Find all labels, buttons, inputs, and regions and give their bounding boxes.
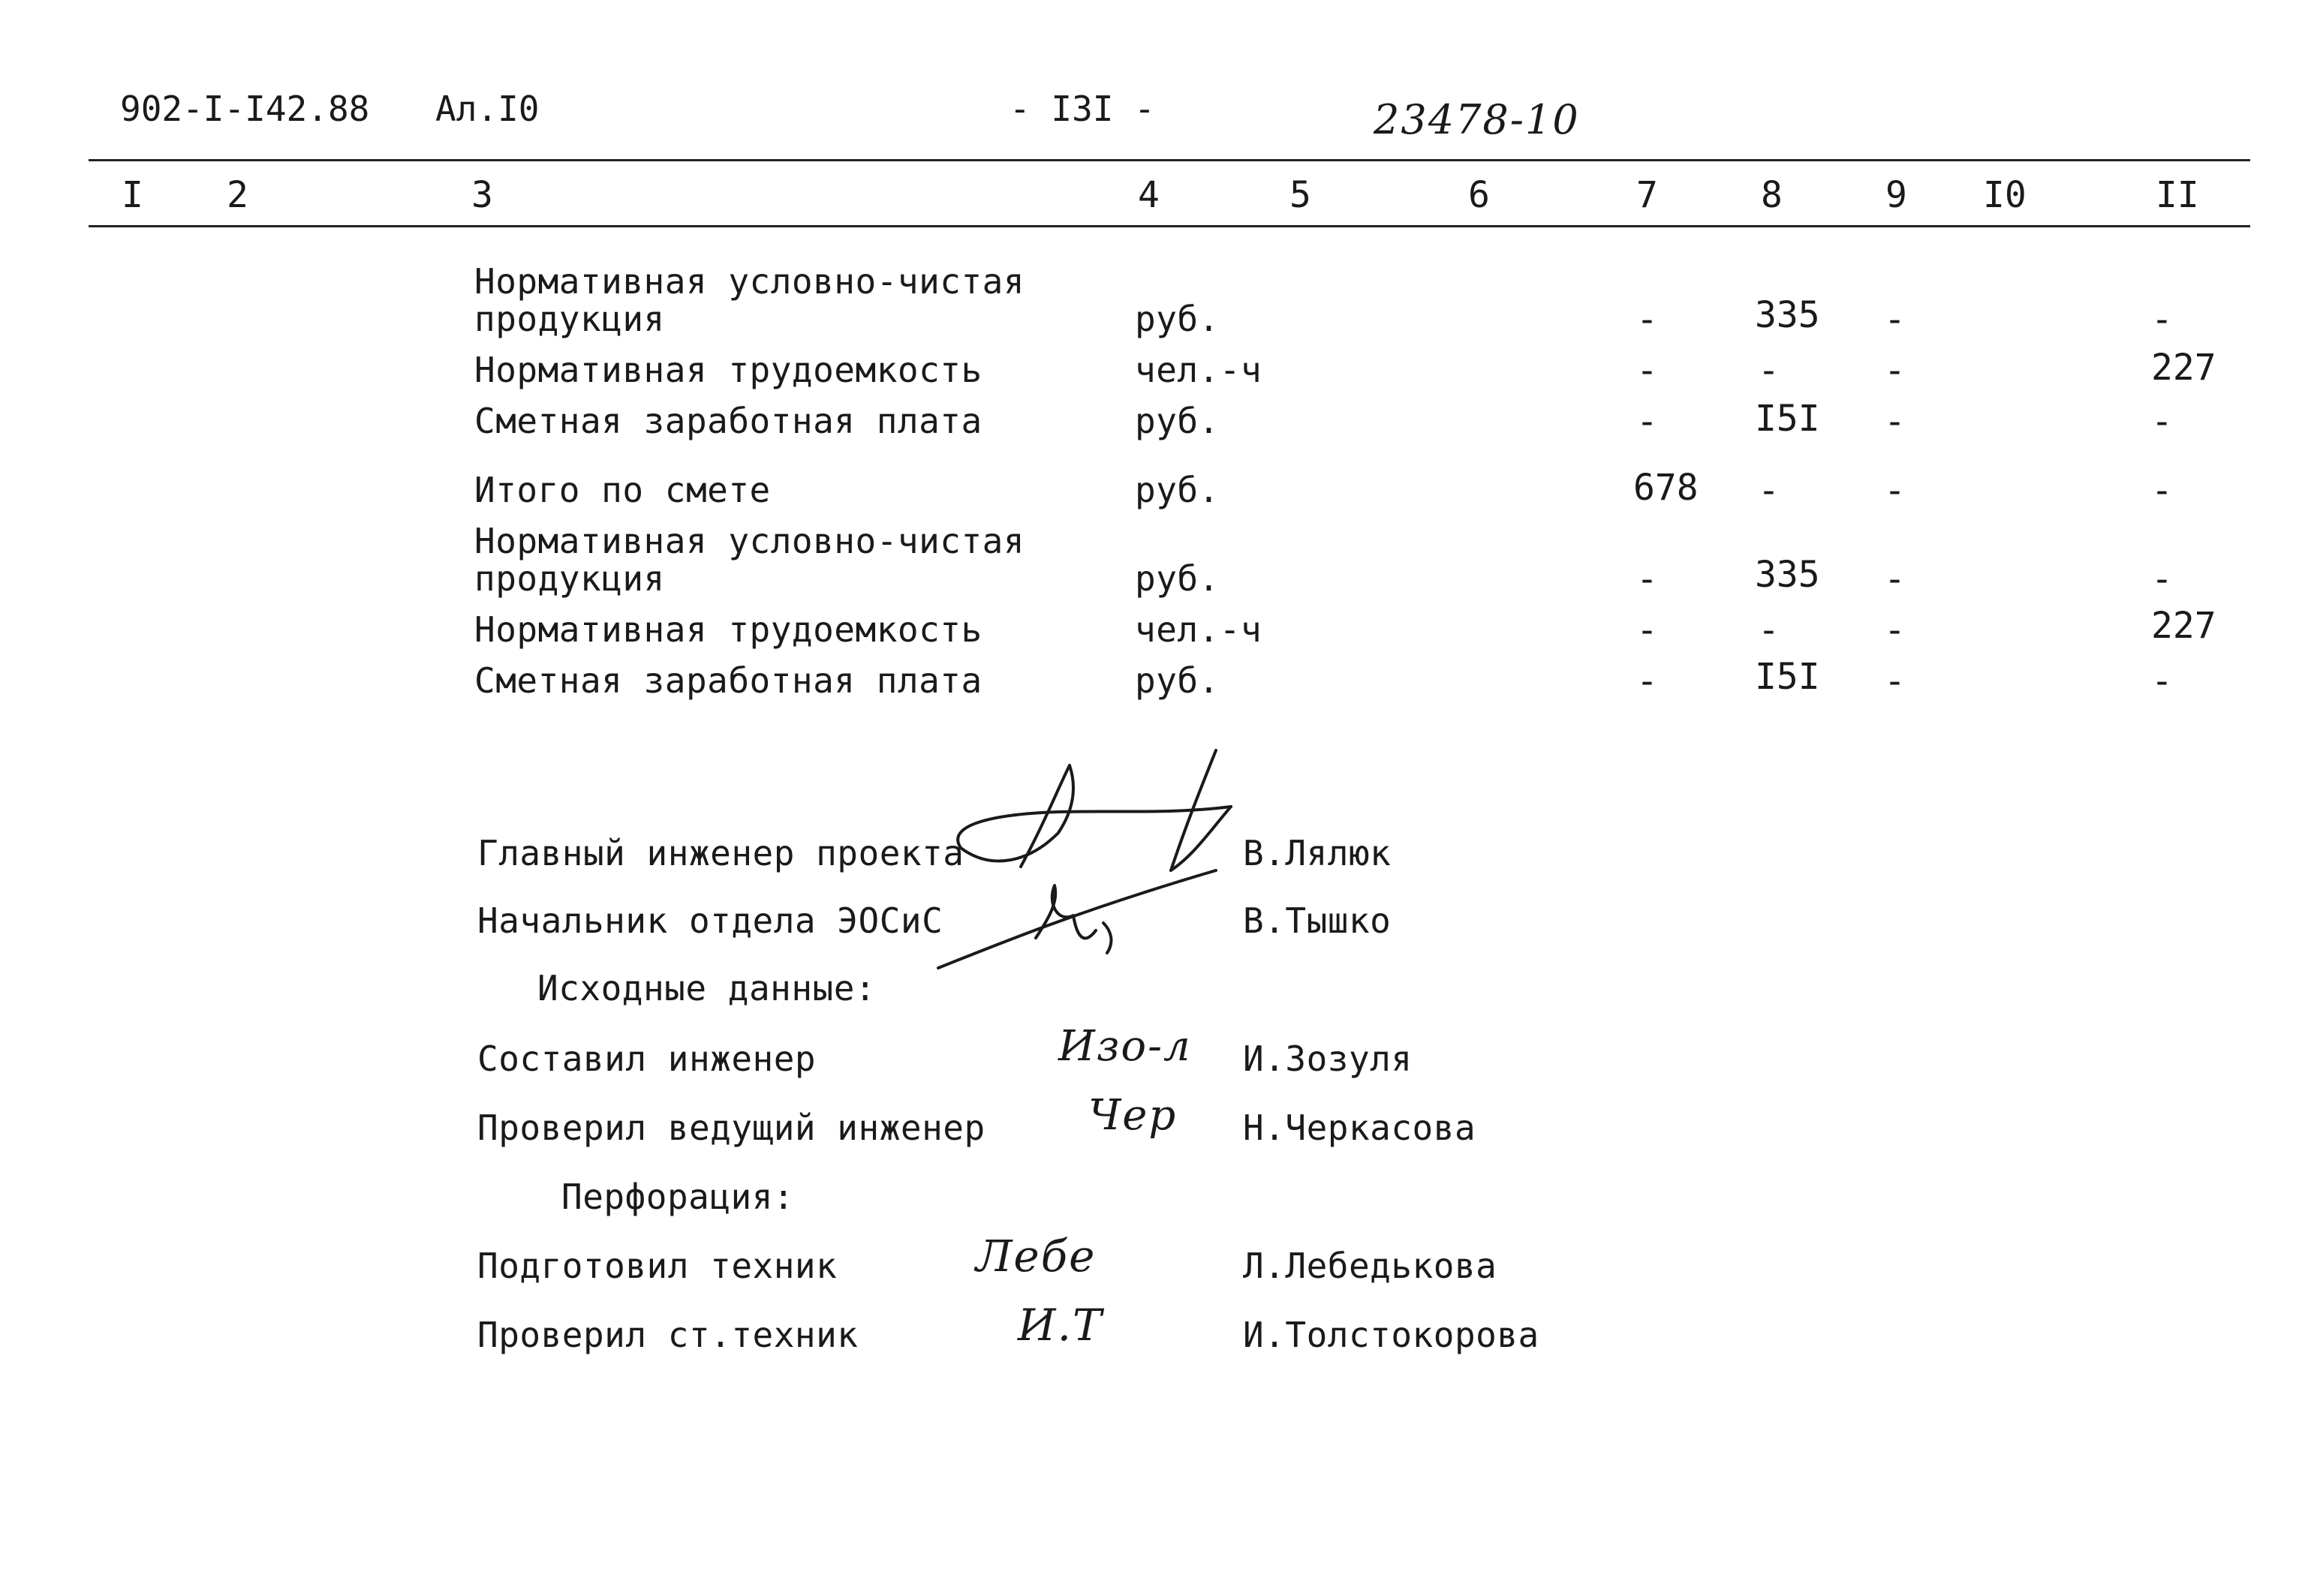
prepared-signature: Лебе [976,1231,1097,1282]
row-col9: - [1884,299,1906,341]
header-rule [89,225,2250,227]
row-unit: руб. [1135,470,1220,510]
head-name: В.Тышко [1243,900,1392,941]
row-name: Итого по смете [474,470,771,510]
row-col7: - [1636,299,1658,341]
row-col8: - [1758,609,1780,651]
row-col9: - [1884,609,1906,651]
row-col11: - [2151,558,2173,600]
compiled-name: И.Зозуля [1243,1038,1413,1079]
handwritten-doc-number: 23478-10 [1374,96,1580,143]
row-col9: - [1884,350,1906,392]
row-col11: - [2151,299,2173,341]
row-name: Нормативная условно-чистая [474,521,1025,561]
checked-senior-title: Проверил ст.техник [477,1315,859,1355]
checked-senior-signature: И.Т [1018,1300,1103,1351]
row-col8: I5I [1755,398,1820,440]
top-rule [89,159,2250,161]
prepared-title: Подготовил техник [477,1246,838,1286]
column-number: 4 [1138,174,1160,216]
page-number: - I3I - [1010,89,1155,129]
row-col8: I5I [1755,656,1820,698]
row-col11: 227 [2151,605,2216,647]
row-name: продукция [474,558,665,599]
row-unit: чел.-ч [1135,350,1262,390]
perforation-heading: Перфорация: [561,1177,795,1217]
compiled-title: Составил инженер [477,1038,817,1079]
row-col11: - [2151,470,2173,512]
chief-name: В.Лялюк [1243,833,1392,873]
row-col8: 335 [1755,294,1820,336]
row-name: Сметная заработная плата [474,660,982,701]
row-col7: - [1636,350,1658,392]
row-col9: - [1884,558,1906,600]
row-name: Нормативная условно-чистая [474,261,1025,302]
checked-lead-title: Проверил ведущий инженер [477,1108,985,1148]
row-col8: - [1758,350,1780,392]
row-unit: руб. [1135,299,1220,339]
checked-senior-name: И.Толстокорова [1243,1315,1539,1355]
checked-lead-signature: Чер [1088,1091,1178,1140]
row-col7: 678 [1633,467,1699,509]
column-number: 9 [1885,174,1907,216]
row-unit: чел.-ч [1135,609,1262,650]
column-number: 3 [471,174,493,216]
head-title: Начальник отдела ЭОСиС [477,900,943,941]
row-unit: руб. [1135,558,1220,599]
row-col11: - [2151,401,2173,443]
row-col9: - [1884,470,1906,512]
row-name: Нормативная трудоемкость [474,350,982,390]
row-col11: - [2151,660,2173,702]
row-name: Сметная заработная плата [474,401,982,441]
head-signature [923,870,1223,990]
chief-title: Главный инженер проекта [477,833,964,873]
column-number: 6 [1468,174,1490,216]
row-name: продукция [474,299,665,339]
row-col9: - [1884,660,1906,702]
sheet-label: Ал.I0 [435,89,540,129]
column-number: I [122,174,143,216]
row-col8: - [1758,470,1780,512]
source-data-heading: Исходные данные: [537,968,877,1008]
row-col11: 227 [2151,347,2216,389]
checked-lead-name: Н.Черкасова [1243,1108,1476,1148]
doc-code: 902-I-I42.88 [120,89,370,129]
column-number: 7 [1636,174,1658,216]
row-col7: - [1636,609,1658,651]
row-col7: - [1636,660,1658,702]
row-col8: 335 [1755,554,1820,596]
compiled-signature: Изо-л [1058,1022,1192,1071]
row-name: Нормативная трудоемкость [474,609,982,650]
row-col7: - [1636,558,1658,600]
row-unit: руб. [1135,401,1220,441]
row-col9: - [1884,401,1906,443]
column-number: 5 [1289,174,1311,216]
row-col7: - [1636,401,1658,443]
column-number: II [2156,174,2199,216]
column-number: 2 [227,174,248,216]
prepared-name: Л.Лебедькова [1243,1246,1497,1286]
column-number: I0 [1983,174,2027,216]
column-number: 8 [1761,174,1783,216]
row-unit: руб. [1135,660,1220,701]
